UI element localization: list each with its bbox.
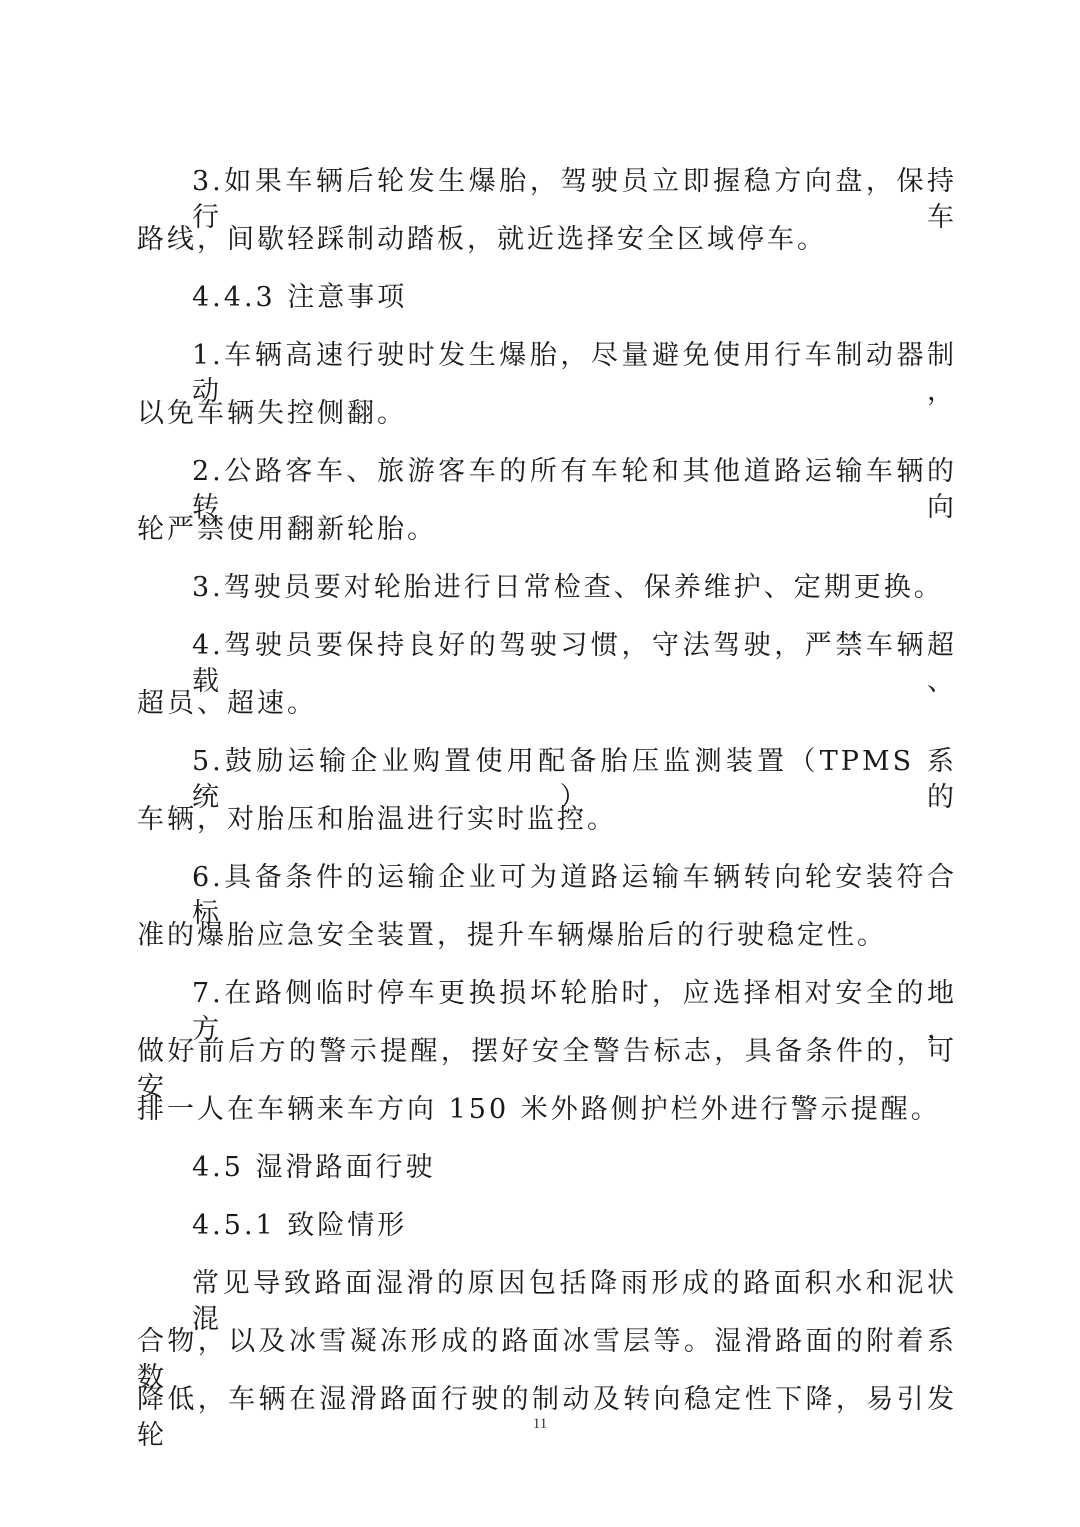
section-heading-4-4-3: 4.4.3 注意事项 [192,282,408,313]
paragraph-line-7: 3.驾驶员要对轮胎进行日常检查、保养维护、定期更换。 [192,572,944,603]
paragraph-line-3: 1.车辆高速行驶时发生爆胎，尽量避免使用行车制动器制动， [192,340,957,407]
paragraph-line-17: 常见导致路面湿滑的原因包括降雨形成的路面积水和泥状混 [192,1268,957,1335]
paragraph-line-18: 合物，以及冰雪凝冻形成的路面冰雪层等。湿滑路面的附着系数 [137,1326,957,1393]
paragraph-line-10: 5.鼓励运输企业购置使用配备胎压监测装置（TPMS 系统）的 [192,746,957,813]
paragraph-line-13: 准的爆胎应急安全装置，提升车辆爆胎后的行驶稳定性。 [137,920,887,951]
paragraph-line-1: 3.如果车辆后轮发生爆胎，驾驶员立即握稳方向盘，保持行车 [192,166,957,233]
paragraph-line-8: 4.驾驶员要保持良好的驾驶习惯，守法驾驶，严禁车辆超载、 [192,630,957,697]
paragraph-line-12: 6.具备条件的运输企业可为道路运输车辆转向轮安装符合标 [192,862,957,929]
paragraph-line-11: 车辆，对胎压和胎温进行实时监控。 [137,804,617,835]
section-heading-4-5-1: 4.5.1 致险情形 [192,1210,408,1241]
paragraph-line-15: 做好前后方的警示提醒，摆好安全警告标志，具备条件的，可安 [137,1036,957,1103]
paragraph-line-16: 排一人在车辆来车方向 150 米外路侧护栏外进行警示提醒。 [137,1094,941,1125]
paragraph-line-19: 降低，车辆在湿滑路面行驶的制动及转向稳定性下降，易引发轮 [137,1384,957,1451]
paragraph-line-9: 超员、超速。 [137,688,317,719]
section-heading-4-5: 4.5 湿滑路面行驶 [192,1152,436,1183]
paragraph-line-2: 路线，间歇轻踩制动踏板，就近选择安全区域停车。 [137,224,827,255]
paragraph-line-4: 以免车辆失控侧翻。 [137,398,407,429]
paragraph-line-5: 2.公路客车、旅游客车的所有车轮和其他道路运输车辆的转向 [192,456,957,523]
page-number: 11 [532,1416,548,1432]
paragraph-line-14: 7.在路侧临时停车更换损坏轮胎时，应选择相对安全的地方， [192,978,957,1045]
paragraph-line-6: 轮严禁使用翻新轮胎。 [137,514,437,545]
